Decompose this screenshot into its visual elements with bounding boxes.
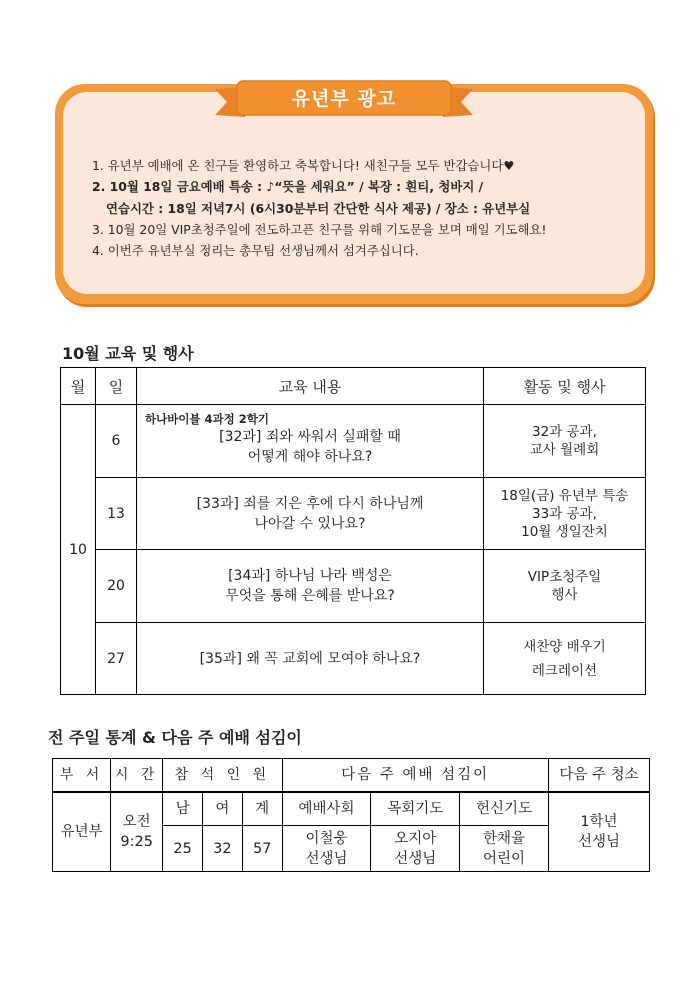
host-name: 이철웅 (305, 830, 348, 847)
offering-cell (460, 826, 549, 872)
lesson-line-1: [35과] 왜 꼭 교회에 모여야 하나요? (199, 650, 421, 667)
female-count: 32 (202, 826, 242, 872)
offering-name: 한채율 (483, 830, 526, 847)
lesson-line-1: [32과] 죄와 싸워서 실패할 때 (219, 429, 401, 445)
lesson-cell (137, 623, 484, 695)
col-content: 교육 내용 (137, 368, 484, 405)
total-count: 57 (242, 826, 282, 872)
activity-cell (484, 478, 646, 550)
host-title: 선생님 (305, 850, 348, 867)
activity-line-1: VIP초청주일 (527, 569, 602, 585)
col-cleaning: 다음 주 청소 (548, 759, 649, 793)
table-row (61, 550, 646, 623)
offering-header: 헌신기도 (460, 792, 549, 826)
announcement-ribbon (215, 79, 473, 121)
day-cell: 13 (96, 478, 137, 550)
col-servers: 다음 주 예배 섬김이 (282, 759, 548, 793)
activity-line-2: 레크레이션 (531, 662, 598, 679)
lesson-cell (137, 405, 484, 478)
col-dept: 부 서 (53, 759, 111, 793)
col-day: 일 (96, 368, 137, 405)
col-month: 월 (61, 368, 96, 405)
cleaning-line-1: 1학년 (580, 814, 618, 830)
lesson-line-2: 어떻게 해야 하나요? (247, 449, 373, 465)
activity-line-2: 교사 월례회 (529, 442, 600, 458)
schedule-table (60, 367, 646, 695)
announcement-line-4: 4. 이번주 유년부실 정리는 총무팀 선생님께서 섬겨주십니다. (92, 243, 419, 259)
col-activity: 활동 및 행사 (484, 368, 646, 405)
curriculum-label: 하나바이블 4과정 2학기 (145, 412, 269, 426)
announcement-line-3: 3. 10월 20일 VIP초청주일에 전도하고픈 친구를 위해 기도문을 보며 매일 기도해요! (92, 221, 547, 237)
col-time: 시 간 (111, 759, 163, 793)
dept-cell: 유년부 (53, 792, 111, 872)
day-cell: 20 (96, 550, 137, 623)
host-header: 예배사회 (282, 792, 371, 826)
activity-line-1: 18일(금) 유년부 특송 (500, 487, 629, 504)
stats-header-row (53, 759, 650, 793)
lesson-cell (137, 478, 484, 550)
prayer-title: 선생님 (394, 850, 437, 867)
lesson-line-2: 무엇을 통해 은혜를 받나요? (225, 588, 395, 604)
time-cell (111, 792, 163, 872)
male-header: 남 (163, 792, 203, 826)
female-header: 여 (202, 792, 242, 826)
activity-line-1: 새찬양 배우기 (523, 638, 606, 655)
offering-title: 어린이 (483, 850, 526, 867)
announcement-line-2-cont: 연습시간 : 18일 저녁7시 (6시30분부터 간단한 식사 제공) / 장소 : 유년부실 (106, 200, 531, 216)
activity-line-1: 32과 공과, (532, 424, 597, 440)
male-count: 25 (163, 826, 203, 872)
host-cell (282, 826, 371, 872)
day-cell: 6 (96, 405, 137, 478)
activity-line-2: 행사 (551, 587, 578, 603)
schedule-heading: 10월 교육 및 행사 (62, 344, 194, 363)
col-attendance: 참 석 인 원 (163, 759, 282, 793)
announcement-line-1: 1. 유년부 예배에 온 친구들 환영하고 축복합니다! 새친구들 모두 반갑습니다♥ (92, 158, 515, 173)
table-row (61, 478, 646, 550)
stats-heading: 전 주일 통계 & 다음 주 예배 섬김이 (48, 728, 302, 747)
stats-table (52, 758, 650, 872)
cleaning-line-2: 선생님 (577, 834, 620, 850)
activity-line-3: 10월 생일잔치 (521, 523, 608, 540)
cleaning-cell (548, 792, 649, 872)
stats-subheader-row (53, 792, 650, 826)
total-header: 계 (242, 792, 282, 826)
lesson-line-1: [34과] 하나님 나라 백성은 (228, 568, 392, 584)
schedule-header-row (61, 368, 646, 405)
activity-cell (484, 550, 646, 623)
prayer-header: 목회기도 (371, 792, 460, 826)
time-line-1: 오전 (122, 814, 151, 830)
table-row (61, 405, 646, 478)
table-row (61, 623, 646, 695)
time-line-2: 9:25 (120, 834, 153, 850)
activity-cell (484, 623, 646, 695)
activity-cell (484, 405, 646, 478)
lesson-line-2: 나아갈 수 있나요? (254, 515, 366, 532)
lesson-line-1: [33과] 죄를 지은 후에 다시 하나님께 (196, 495, 424, 512)
announcement-title: 유년부 광고 (291, 88, 397, 110)
lesson-cell (137, 550, 484, 623)
announcement-line-2: 2. 10월 18일 금요예배 특송 : ♪“뜻을 세워요” / 복장 : 흰티, 청바지 / (92, 179, 484, 195)
day-cell: 27 (96, 623, 137, 695)
activity-line-2: 33과 공과, (532, 505, 597, 522)
month-cell: 10 (61, 405, 96, 695)
prayer-cell (371, 826, 460, 872)
announcement-lines (92, 155, 632, 261)
prayer-name: 오지아 (394, 830, 437, 847)
